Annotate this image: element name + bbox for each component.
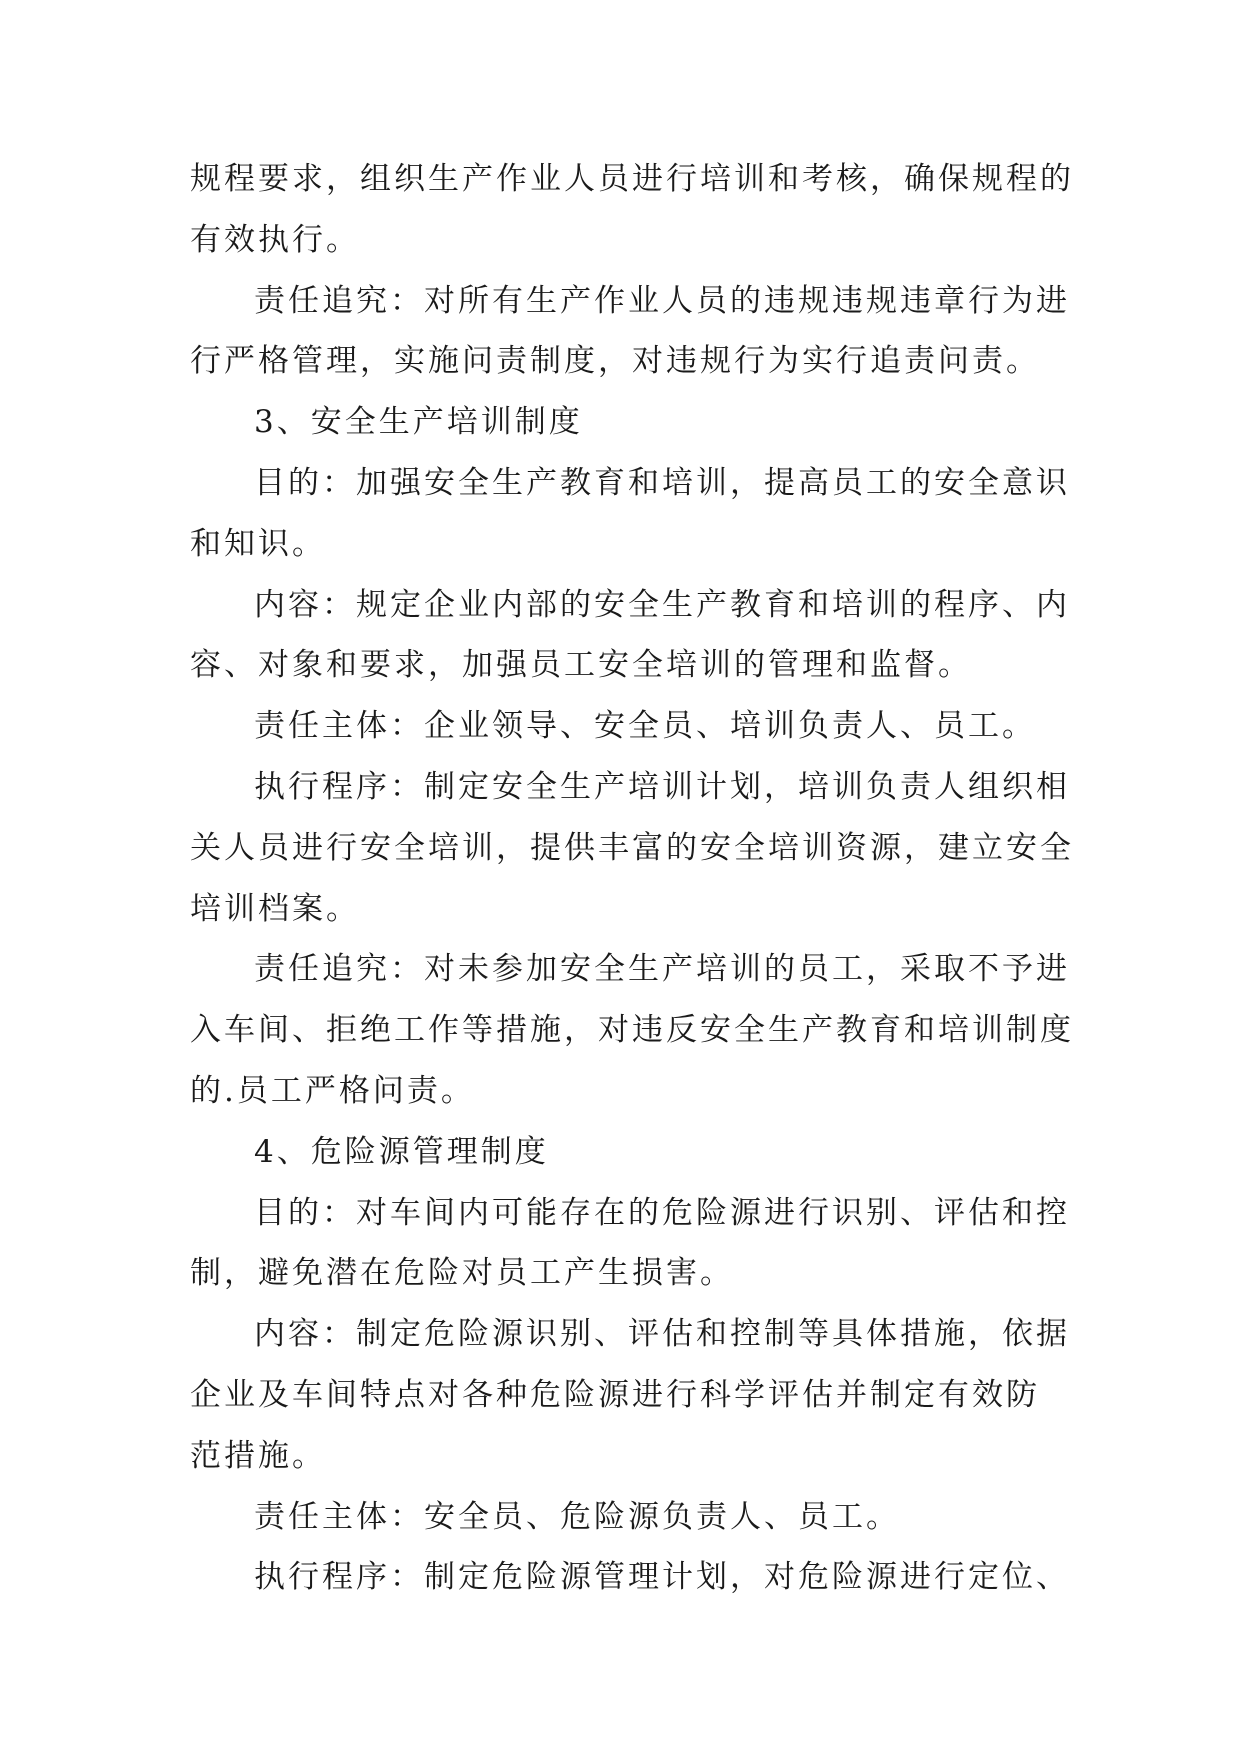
- text-line: 行严格管理，实施问责制度，对违规行为实行追责问责。: [190, 343, 1040, 380]
- text-line: 培训档案。: [190, 890, 360, 927]
- text-line: 企业及车间特点对各种危险源进行科学评估并制定有效防: [190, 1376, 1040, 1413]
- text-line: 责任主体：安全员、危险源负责人、员工。: [254, 1498, 900, 1535]
- section-heading: 4、危险源管理制度: [254, 1133, 549, 1170]
- document-body: [190, 149, 1074, 1608]
- text-line: 容、对象和要求，加强员工安全培训的管理和监督。: [190, 647, 972, 684]
- text-line: 和知识。: [190, 525, 326, 562]
- text-line: 责任追究：对所有生产作业人员的违规违规违章行为进: [254, 282, 1070, 319]
- text-line: 范措施。: [190, 1437, 326, 1474]
- text-line: 制，避免潜在危险对员工产生损害。: [190, 1255, 734, 1292]
- text-line: 执行程序：制定安全生产培训计划，培训负责人组织相: [254, 768, 1070, 805]
- text-line: 有效执行。: [190, 221, 360, 258]
- text-line: 目的：加强安全生产教育和培训，提高员工的安全意识: [254, 464, 1070, 501]
- text-line: 内容：规定企业内部的安全生产教育和培训的程序、内: [254, 586, 1070, 623]
- section-heading: 3、安全生产培训制度: [254, 404, 583, 441]
- text-line: 关人员进行安全培训，提供丰富的安全培训资源，建立安全: [190, 829, 1074, 866]
- text-line: 责任主体：企业领导、安全员、培训负责人、员工。: [254, 708, 1036, 745]
- text-line: 责任追究：对未参加安全生产培训的员工，采取不予进: [254, 951, 1070, 988]
- text-line: 规程要求，组织生产作业人员进行培训和考核，确保规程的: [190, 161, 1074, 197]
- text-line: 入车间、拒绝工作等措施，对违反安全生产教育和培训制度: [190, 1012, 1074, 1049]
- text-line: 的.员工严格问责。: [190, 1072, 475, 1109]
- text-line: 目的：对车间内可能存在的危险源进行识别、评估和控: [254, 1194, 1070, 1231]
- text-line: 执行程序：制定危险源管理计划，对危险源进行定位、: [254, 1559, 1070, 1596]
- text-line: 内容：制定危险源识别、评估和控制等具体措施，依据: [254, 1316, 1070, 1353]
